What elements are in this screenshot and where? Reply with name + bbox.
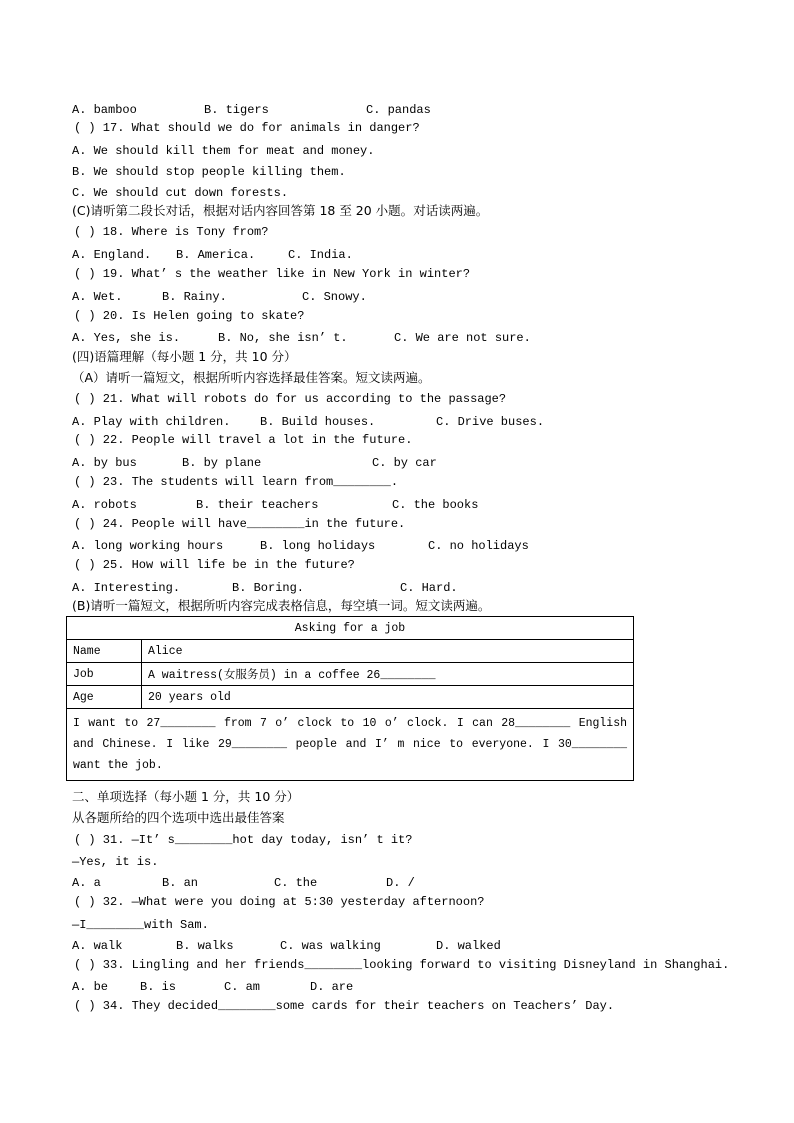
question-32-reply: —I________with Sam. bbox=[72, 918, 209, 932]
part2-instruction: 从各题所给的四个选项中选出最佳答案 bbox=[72, 810, 285, 825]
option-19b: B. Rainy. bbox=[162, 290, 227, 304]
section-4-heading: (四)语篇理解（每小题 1 分，共 10 分） bbox=[72, 349, 297, 364]
option-16b: B. tigers bbox=[204, 103, 269, 117]
option-17c: C. We should cut down forests. bbox=[72, 186, 289, 200]
table-value-name: Alice bbox=[142, 640, 634, 663]
option-32c: C. was walking bbox=[280, 939, 381, 953]
option-16c: C. pandas bbox=[366, 103, 431, 117]
question-23: ( ) 23. The students will learn from________. bbox=[74, 475, 399, 489]
option-18c: C. India. bbox=[288, 248, 353, 262]
question-31: ( ) 31. —It’ s________hot day today, isn’ t it? bbox=[74, 833, 413, 847]
option-22b: B. by plane bbox=[182, 456, 262, 470]
option-24b: B. long holidays bbox=[260, 539, 376, 553]
table-row bbox=[67, 640, 634, 663]
option-21b: B. Build houses. bbox=[260, 415, 376, 429]
option-18a: A. England. bbox=[72, 248, 152, 262]
option-18b: B. America. bbox=[176, 248, 256, 262]
option-17b: B. We should stop people killing them. bbox=[72, 165, 346, 179]
option-22a: A. by bus bbox=[72, 456, 137, 470]
table-row bbox=[67, 663, 634, 686]
option-17a: A. We should kill them for meat and money. bbox=[72, 144, 375, 158]
option-33a: A. be bbox=[72, 980, 109, 994]
option-20a: A. Yes, she is. bbox=[72, 331, 181, 345]
option-25b: B. Boring. bbox=[232, 581, 305, 595]
option-21c: C. Drive buses. bbox=[436, 415, 545, 429]
table-key-job: Job bbox=[67, 663, 142, 686]
question-20: ( ) 20. Is Helen going to skate? bbox=[74, 309, 305, 323]
option-31a: A. a bbox=[72, 876, 101, 890]
question-22: ( ) 22. People will travel a lot in the future. bbox=[74, 433, 413, 447]
option-22c: C. by car bbox=[372, 456, 437, 470]
option-20c: C. We are not sure. bbox=[394, 331, 531, 345]
table-row bbox=[67, 686, 634, 709]
option-31c: C. the bbox=[274, 876, 318, 890]
question-24: ( ) 24. People will have________in the future. bbox=[74, 517, 406, 531]
option-23a: A. robots bbox=[72, 498, 137, 512]
option-33c: C. am bbox=[224, 980, 261, 994]
table-row bbox=[67, 709, 634, 781]
question-25: ( ) 25. How will life be in the future? bbox=[74, 558, 355, 572]
table-key-age: Age bbox=[67, 686, 142, 709]
option-31b: B. an bbox=[162, 876, 199, 890]
question-31-reply: —Yes, it is. bbox=[72, 855, 159, 869]
question-17: ( ) 17. What should we do for animals in danger? bbox=[74, 121, 420, 135]
table-value-age: 20 years old bbox=[142, 686, 634, 709]
option-24c: C. no holidays bbox=[428, 539, 529, 553]
option-33d: D. are bbox=[310, 980, 354, 994]
section-a-heading: （A）请听一篇短文，根据所听内容选择最佳答案。短文读两遍。 bbox=[72, 370, 431, 385]
table-value-job: A waitress(女服务员) in a coffee 26________ bbox=[142, 663, 634, 686]
option-32d: D. walked bbox=[436, 939, 501, 953]
option-21a: A. Play with children. bbox=[72, 415, 231, 429]
table-key-name: Name bbox=[67, 640, 142, 663]
option-32b: B. walks bbox=[176, 939, 234, 953]
question-21: ( ) 21. What will robots do for us according to the passage? bbox=[74, 392, 507, 406]
option-25a: A. Interesting. bbox=[72, 581, 181, 595]
job-info-table bbox=[66, 616, 634, 781]
question-33: ( ) 33. Lingling and her friends________looking forward to visiting Disneyland in Shanghai. bbox=[74, 958, 730, 972]
option-19c: C. Snowy. bbox=[302, 290, 367, 304]
option-23b: B. their teachers bbox=[196, 498, 319, 512]
question-32: ( ) 32. —What were you doing at 5:30 yesterday afternoon? bbox=[74, 895, 485, 909]
question-18: ( ) 18. Where is Tony from? bbox=[74, 225, 269, 239]
table-paragraph: I want to 27________ from 7 o’ clock to 10 o’ clock. I can 28________ English and Chinese. I like 29________ people and I’ m nice to everyone. I 30________ want the job. bbox=[67, 709, 634, 781]
table-title: Asking for a job bbox=[67, 617, 634, 640]
option-20b: B. No, she isn’ t. bbox=[218, 331, 348, 345]
table-row bbox=[67, 617, 634, 640]
option-32a: A. walk bbox=[72, 939, 123, 953]
section-c-heading: (C)请听第二段长对话，根据对话内容回答第 18 至 20 小题。对话读两遍。 bbox=[72, 203, 489, 218]
option-25c: C. Hard. bbox=[400, 581, 458, 595]
option-24a: A. long working hours bbox=[72, 539, 224, 553]
option-31d: D. / bbox=[386, 876, 415, 890]
option-16a: A. bamboo bbox=[72, 103, 137, 117]
option-19a: A. Wet. bbox=[72, 290, 123, 304]
part2-heading: 二、单项选择（每小题 1 分，共 10 分） bbox=[72, 789, 300, 804]
option-33b: B. is bbox=[140, 980, 177, 994]
question-34: ( ) 34. They decided________some cards for their teachers on Teachers’ Day. bbox=[74, 999, 615, 1013]
question-19: ( ) 19. What’ s the weather like in New York in winter? bbox=[74, 267, 471, 281]
option-23c: C. the books bbox=[392, 498, 479, 512]
section-b-heading: (B)请听一篇短文，根据所听内容完成表格信息，每空填一词。短文读两遍。 bbox=[72, 598, 491, 613]
